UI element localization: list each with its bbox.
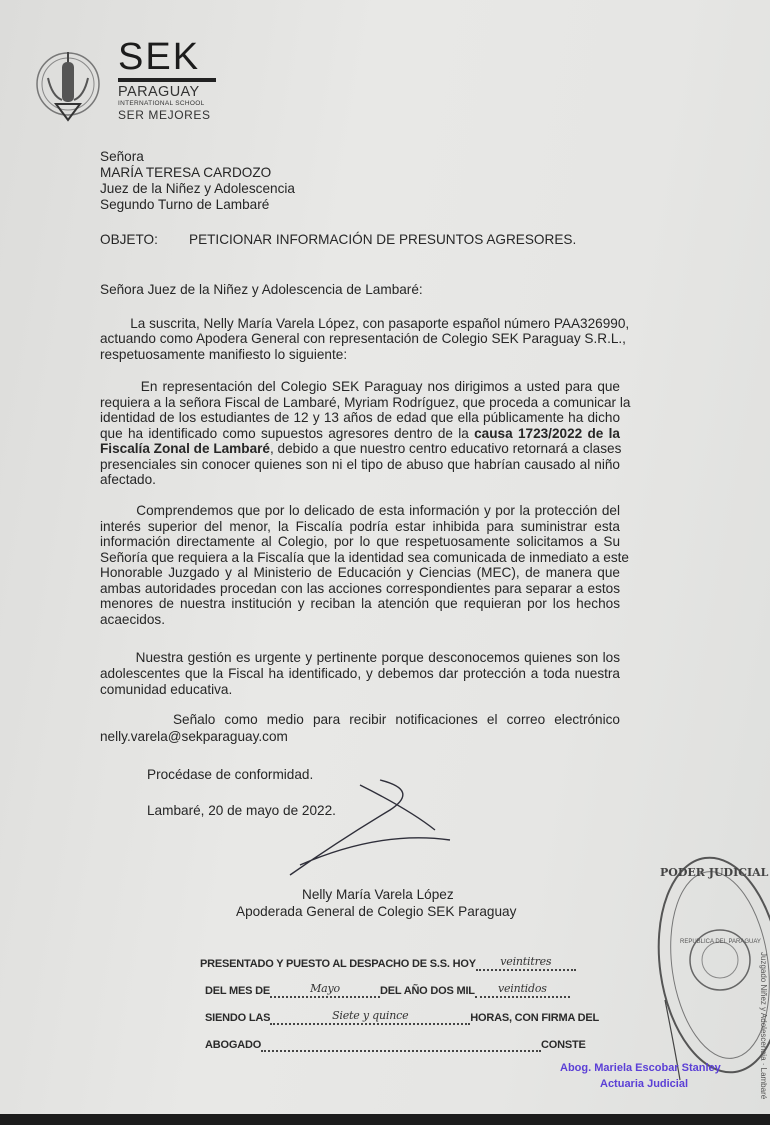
paragraph-line <box>100 519 620 534</box>
text-segment: Nuestra gestión es urgente y pertinente porque desconocemos quienes son los <box>100 650 620 665</box>
subject-label: OBJETO: <box>100 232 158 247</box>
recipient-line: Segundo Turno de Lambaré <box>100 197 270 212</box>
closing: Procédase de conformidad. <box>147 767 314 782</box>
recipient-line: Señora <box>100 149 144 164</box>
paragraph-line <box>100 503 620 518</box>
signatory-title: Apoderada General de Colegio SEK Paraguay <box>236 904 517 919</box>
paragraph-line <box>100 682 620 697</box>
logo-country: PARAGUAY <box>118 84 200 100</box>
paragraph-line <box>100 729 620 744</box>
text-segment: presenciales sin conocer quienes son ni el tipo de abuso que habrían causado al niño <box>100 457 620 472</box>
stamp-center: REPUBLICA DEL PARAGUAY <box>680 939 761 945</box>
text-segment: En representación del Colegio SEK Paraguay nos dirigimos a usted para que <box>100 379 620 394</box>
paragraph-line <box>100 581 620 596</box>
text-segment: nelly.varela@sekparaguay.com <box>100 729 288 744</box>
logo-school: INTERNATIONAL SCHOOL <box>118 100 205 107</box>
form-line3-label: SIENDO LAS <box>205 1012 271 1024</box>
text-segment: afectado. <box>100 472 156 487</box>
form-line3-label-b: HORAS, CON FIRMA DEL <box>470 1012 600 1024</box>
text-segment: menores de nuestra institución y reciban la atención que requieran por los hechos <box>100 596 620 611</box>
paragraph-line <box>100 457 620 472</box>
logo-brand: SEK <box>118 36 201 78</box>
text-segment: actuando como Apodera General con representación de Colegio SEK Paraguay S.R.L., <box>100 331 626 346</box>
text-segment: información directamente al Colegio, por lo que respetuosamente solicitamos a Su <box>100 534 620 549</box>
text-segment: interés superior del menor, la Fiscalía podría estar inhibida para suministrar esta <box>100 519 620 534</box>
paragraph-line <box>100 666 620 681</box>
text-segment: , debido a que nuestro centro educativo retornará a clases <box>269 441 622 456</box>
logo-divider <box>118 78 216 82</box>
text-segment: acaecidos. <box>100 612 165 627</box>
logo-motto: SER MEJORES <box>118 108 211 122</box>
text-segment: La suscrita, Nelly María Varela López, con pasaporte español número PAA326990, <box>100 316 630 331</box>
date-line: Lambaré, 20 de mayo de 2022. <box>147 803 336 818</box>
text-segment: comunidad educativa. <box>100 682 233 697</box>
official-name-stamp: Abog. Mariela Escobar Stanley <box>560 1062 721 1074</box>
bold-text: causa 1723/2022 de la <box>474 426 620 441</box>
text-segment: identidad de los estudiantes de 12 y 13 años de edad que ella públicamente ha dicho <box>100 410 620 425</box>
stamp-ring-bottom: Juzgado Niñez y Adolescencia · Lambaré <box>759 952 768 1100</box>
paragraph-line <box>100 472 620 487</box>
form-line2-label: DEL MES DE <box>205 985 271 997</box>
paragraph-line <box>100 712 620 727</box>
handwritten-time: Siete y quince <box>270 1009 470 1025</box>
paragraph-line <box>100 379 620 394</box>
stamp-ring-top: PODER JUDICIAL <box>660 866 769 879</box>
recipient-line: MARÍA TERESA CARDOZO <box>100 165 272 180</box>
form-line2-label-b: DEL AÑO DOS MIL <box>380 985 475 997</box>
paragraph-line <box>100 395 631 410</box>
paragraph-line <box>100 441 620 456</box>
paragraph-line <box>100 316 630 331</box>
school-crest-icon <box>34 48 102 122</box>
form-line4-dots <box>261 1036 541 1052</box>
salutation: Señora Juez de la Niñez y Adolescencia de Lambaré: <box>100 282 423 297</box>
handwritten-year: veintidos <box>475 982 570 998</box>
official-title-stamp: Actuaria Judicial <box>600 1078 689 1090</box>
signatory-name: Nelly María Varela López <box>302 887 454 902</box>
handwritten-day: veintitres <box>476 955 576 971</box>
paragraph-line <box>100 331 626 346</box>
handwritten-signature <box>270 770 460 880</box>
paragraph-line <box>100 650 620 665</box>
form-line4-label: ABOGADO <box>205 1039 262 1051</box>
court-seal-icon <box>645 850 770 1080</box>
paragraph-line <box>100 347 620 362</box>
paragraph-line <box>100 410 620 425</box>
paragraph-line <box>100 534 620 549</box>
form-line1-label: PRESENTADO Y PUESTO AL DESPACHO DE S.S. HOY <box>200 958 476 970</box>
text-segment: adolescentes que la Fiscal ha identificado, y debemos dar protección a toda nuestra <box>100 666 620 681</box>
text-segment: requiera a la señora Fiscal de Lambaré, Myriam Rodríguez, que proceda a comunicar la <box>100 395 631 410</box>
photo-edge-shadow <box>0 1114 770 1125</box>
paragraph-line <box>100 426 620 441</box>
subject-text: PETICIONAR INFORMACIÓN DE PRESUNTOS AGRESORES. <box>189 232 577 247</box>
text-segment: Comprendemos que por lo delicado de esta información y por la protección del <box>100 503 620 518</box>
paragraph-line <box>100 596 620 611</box>
text-segment: que ha identificado como supuestos agresores dentro de la <box>100 426 475 441</box>
text-segment: respetuosamente manifiesto lo siguiente: <box>100 347 348 362</box>
recipient-line: Juez de la Niñez y Adolescencia <box>100 181 295 196</box>
text-segment: Señalo como medio para recibir notificaciones el correo electrónico <box>100 712 620 727</box>
handwritten-month: Mayo <box>270 982 380 998</box>
paragraph-line <box>100 550 629 565</box>
paragraph-line <box>100 612 620 627</box>
text-segment: ambas autoridades procedan con las acciones correspondientes para separar a estos <box>100 581 620 596</box>
bold-text: Fiscalía Zonal de Lambaré <box>100 441 270 456</box>
paragraph-line <box>100 565 620 580</box>
form-line4-label-b: CONSTE <box>541 1039 586 1051</box>
text-segment: Honorable Juzgado y al Ministerio de Educación y Ciencias (MEC), de manera que <box>100 565 620 580</box>
text-segment: Señoría que requiera a la Fiscalía que la identidad sea comunicada de inmediato a este <box>100 550 629 565</box>
